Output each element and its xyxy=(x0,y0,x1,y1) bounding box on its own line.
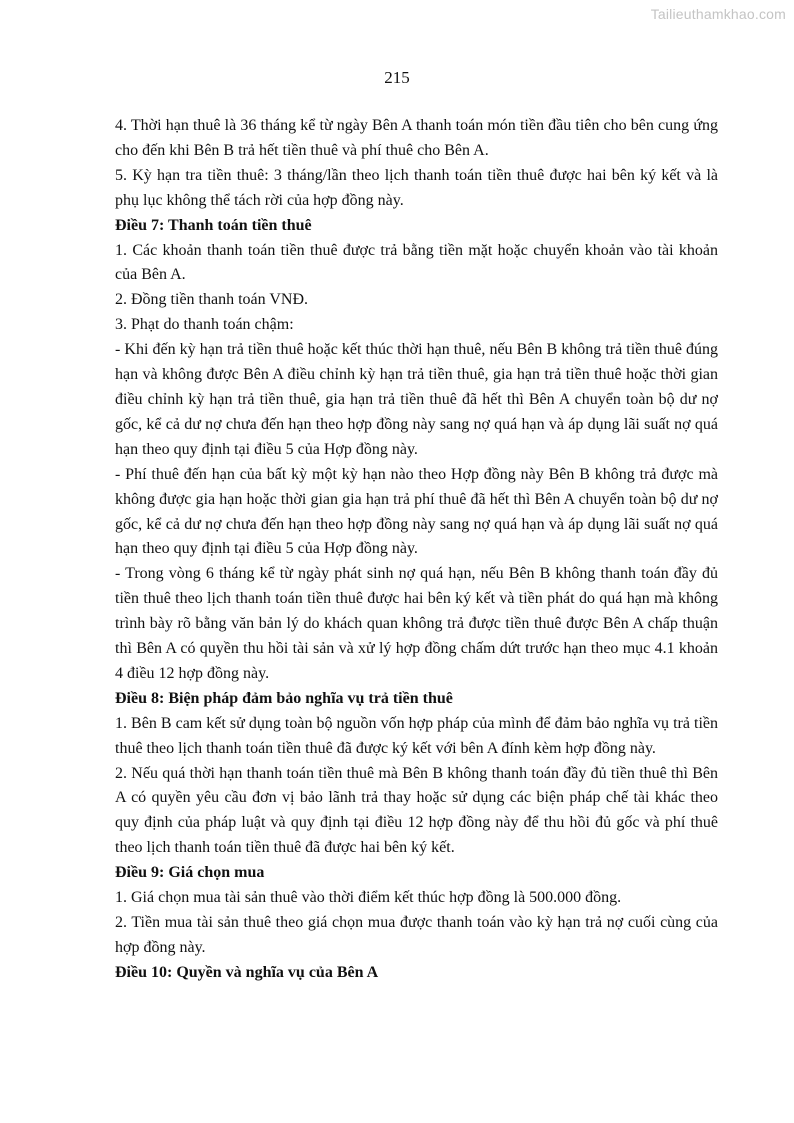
paragraph: 1. Bên B cam kết sử dụng toàn bộ nguồn vốn hợp pháp của mình để đảm bảo nghĩa vụ trả tiền thuê theo lịch thanh toán tiền thuê đã được ký kết với bên A đính kèm hợp đồng này. xyxy=(115,714,718,757)
paragraph: - Khi đến kỳ hạn trả tiền thuê hoặc kết thúc thời hạn thuê, nếu Bên B không trả tiền thuê đúng hạn và không được Bên A điều chỉnh kỳ hạn trả tiền thuê, gia hạn trả tiền thuê hoặc thời gian điều chỉnh kỳ hạn trả tiền thuê, gia hạn trả tiền thuê đã hết thì Bên A chuyển toàn bộ dư nợ gốc, kể cả dư nợ chưa đến hạn theo hợp đồng này sang nợ quá hạn và áp dụng lãi suất nợ quá hạn theo quy định tại điều 5 của Hợp đồng này. xyxy=(115,341,718,458)
paragraph: - Phí thuê đến hạn của bất kỳ một kỳ hạn nào theo Hợp đồng này Bên B không trả được mà không được gia hạn hoặc thời gian gia hạn trả phí thuê đã hết thì Bên A chuyển toàn bộ dư nợ gốc, kể cả dư nợ chưa đến hạn theo hợp đồng này sang nợ quá hạn và áp dụng lãi suất nợ quá hạn theo quy định tại điều 5 của Hợp đồng này. xyxy=(115,465,718,558)
paragraph: 2. Tiền mua tài sản thuê theo giá chọn mua được thanh toán vào kỳ hạn trả nợ cuối cùng của hợp đồng này. xyxy=(115,914,718,956)
paragraph: 5. Kỳ hạn tra tiền thuê: 3 tháng/lần theo lịch thanh toán tiền thuê được hai bên ký kết và là phụ lục không thể tách rời của hợp đồng này. xyxy=(115,166,718,209)
document-body xyxy=(115,114,718,986)
paragraph: 1. Các khoản thanh toán tiền thuê được trả bằng tiền mặt hoặc chuyển khoản vào tài khoản của Bên A. xyxy=(115,241,718,284)
article-heading: Điều 9: Giá chọn mua xyxy=(115,864,265,882)
article-heading: Điều 8: Biện pháp đảm bảo nghĩa vụ trả tiền thuê xyxy=(115,689,453,707)
article-heading: Điều 10: Quyền và nghĩa vụ của Bên A xyxy=(115,963,379,981)
paragraph: 2. Đồng tiền thanh toán VNĐ. xyxy=(115,291,309,309)
paragraph: 4. Thời hạn thuê là 36 tháng kể từ ngày Bên A thanh toán món tiền đầu tiên cho bên cung ứng cho đến khi Bên B trả hết tiền thuê và phí thuê cho Bên A. xyxy=(115,117,718,159)
paragraph: 3. Phạt do thanh toán chậm: xyxy=(115,316,294,334)
paragraph: - Trong vòng 6 tháng kể từ ngày phát sinh nợ quá hạn, nếu Bên B không thanh toán đầy đủ tiền thuê theo lịch thanh toán tiền thuê được hai bên ký kết và tiền phát do quá hạn mà không trình bày rõ bằng văn bản lý do khách quan không trả được tiền thuê được Bên A chấp thuận thì Bên A có quyền thu hồi tài sản và xử lý hợp đồng chấm dứt trước hạn theo mục 4.1 khoản 4 điều 12 hợp đồng này. xyxy=(115,565,718,682)
page-number: 215 xyxy=(384,68,410,87)
article-heading: Điều 7: Thanh toán tiền thuê xyxy=(115,216,312,234)
paragraph: 2. Nếu quá thời hạn thanh toán tiền thuê mà Bên B không thanh toán đầy đủ tiền thuê thì Bên A có quyền yêu cầu đơn vị bảo lãnh trả thay hoặc sử dụng các biện pháp chế tài khác theo quy định của pháp luật và quy định tại điều 12 hợp đồng này để thu hồi đủ gốc và phí thuê theo lịch thanh toán tiền thuê đã được hai bên ký kết. xyxy=(115,764,718,857)
paragraph: 1. Giá chọn mua tài sản thuê vào thời điểm kết thúc hợp đồng là 500.000 đồng. xyxy=(115,889,622,907)
watermark: Tailieuthamkhao.com xyxy=(650,6,786,22)
